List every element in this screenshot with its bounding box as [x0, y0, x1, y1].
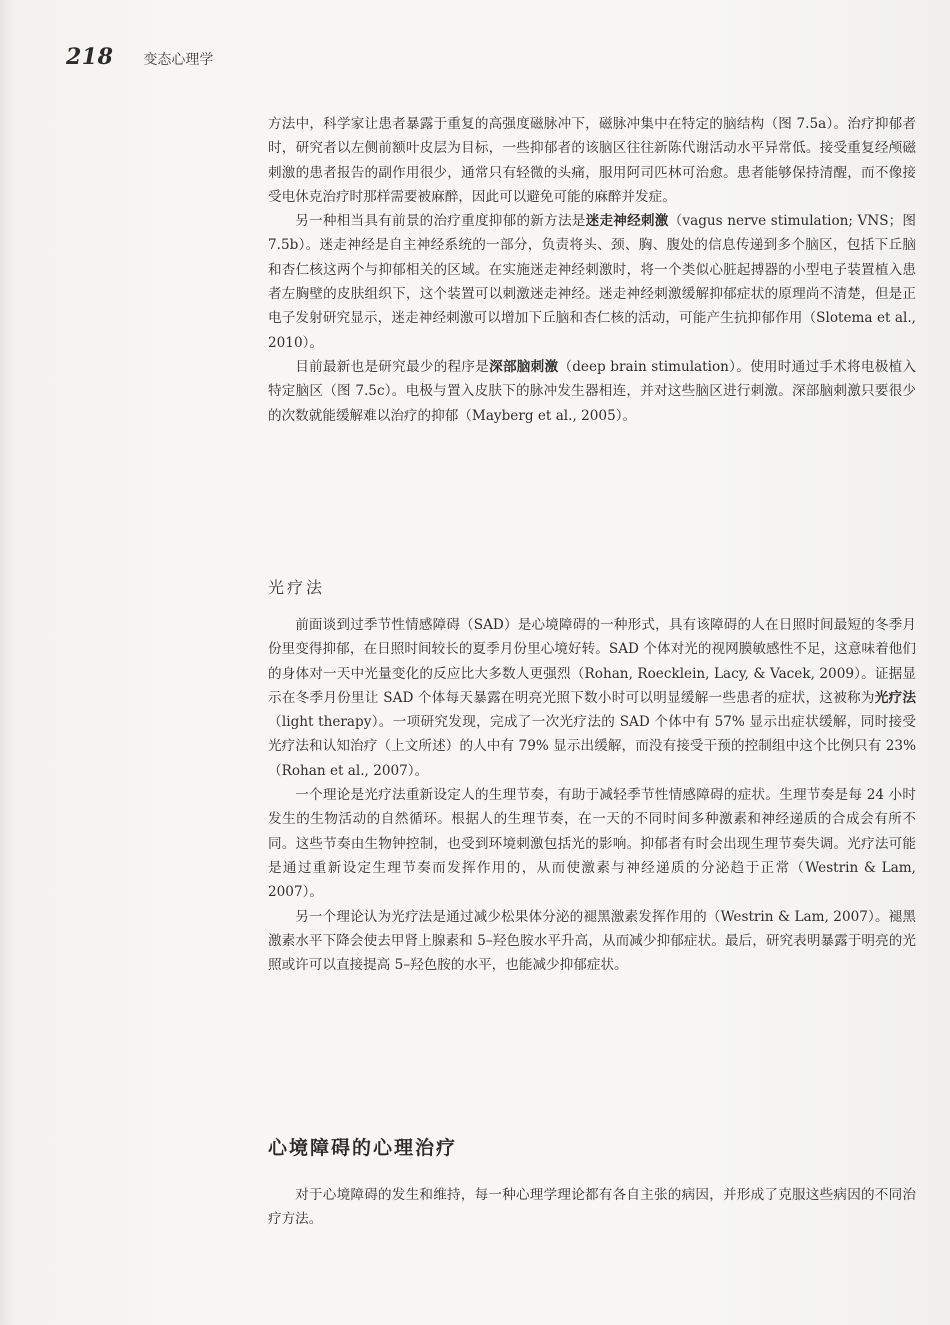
term-dbs: 深部脑刺激 — [489, 358, 559, 375]
paragraph-circadian: 一个理论是光疗法重新设定人的生理节奏，有助于减轻季节性情感障碍的症状。生理节奏是每 24 小时发生的生物活动的自然循环。根据人的生理节奏，在一天的不同时间多种激素和神经递质的合成会有所不同。这些节奏由生物钟控制，也受到环境刺激包括光的影响。抑郁者有时会出现生理节奏失调。光疗法可能是通过重新设定生理节奏而发挥作用的，从而使激素与神经递质的分泌趋于正常（Westrin & Lam, 2007）。 — [268, 787, 916, 901]
continued-section — [268, 112, 916, 428]
page-number: 218 — [66, 44, 114, 70]
paragraph-sad-body: （light therapy）。一项研究发现，完成了一次光疗法的 SAD 个体中有 57% 显示出症状缓解，同时接受光疗法和认知治疗（上文所述）的人中有 79% 显示出缓解，而没有接受干预的控制组中这个比例只有 23%（Rohan et al., 2007）。 — [268, 714, 916, 779]
paragraph-vns-body: （vagus nerve stimulation; VNS；图 7.5b）。迷走神经是自主神经系统的一部分，负责将头、颈、胸、腹处的信息传递到多个脑区，包括下丘脑和杏仁核这两个与抑郁相关的区域。在实施迷走神经刺激时，将一个类似心脏起搏器的小型电子装置植入患者左胸壁的皮肤组织下，这个装置可以刺激迷走神经。迷走神经刺激缓解抑郁症状的原理尚不清楚，但是正电子发射研究显示，迷走神经刺激可以增加下丘脑和杏仁核的活动，可能产生抗抑郁作用（Slotema et al., 2010）。 — [268, 213, 916, 351]
paragraph-rtms: 方法中，科学家让患者暴露于重复的高强度磁脉冲下，磁脉冲集中在特定的脑结构（图 7.5a）。治疗抑郁者时，研究者以左侧前额叶皮层为目标，一些抑郁者的该脑区往往新陈代谢活动水平异常低。接受重复经颅磁刺激的患者报告的副作用很少，通常只有轻微的头痛，服用阿司匹林可治愈。患者能够保持清醒，而不像接受电休克治疗时那样需要被麻醉，因此可以避免可能的麻醉并发症。 — [268, 116, 916, 205]
paragraph-sad-lead: 前面谈到过季节性情感障碍（SAD）是心境障碍的一种形式，具有该障碍的人在日照时间最短的冬季月份里变得抑郁，在日照时间较长的夏季月份里心境好转。SAD 个体对光的视网膜敏感性不足，这意味着他们的身体对一天中光量变化的反应比大多数人更强烈（Rohan, Roecklein, Lacy, & Vacek, 2009）。证据显示在冬季月份里让 SAD 个体每天暴露在明亮光照下数小时可以明显缓解一些患者的症状，这被称为 — [268, 617, 916, 706]
paragraph-dbs-body: （deep brain stimulation）。使用时通过手术将电极植入特定脑区（图 7.5c）。电极与置入皮肤下的脉冲发生器相连，并对这些脑区进行刺激。深部脑刺激只要很少的次数就能缓解难以治疗的抑郁（Mayberg et al., 2005）。 — [268, 358, 917, 424]
psychotherapy-section — [268, 1183, 916, 1232]
paragraph-vns — [268, 209, 916, 355]
term-light-therapy: 光疗法 — [874, 689, 916, 706]
paragraph-psychotherapy-intro: 对于心境障碍的发生和维持，每一种心理学理论都有各自主张的病因，并形成了克服这些病因的不同治疗方法。 — [268, 1187, 916, 1228]
paragraph-vns-lead: 另一种相当具有前景的治疗重度抑郁的新方法是 — [295, 213, 586, 230]
paragraph-melatonin: 另一个理论认为光疗法是通过减少松果体分泌的褪黑激素发挥作用的（Westrin & Lam, 2007）。褪黑激素水平下降会使去甲肾上腺素和 5–羟色胺水平升高，从而减少抑郁症状。最后，研究表明暴露于明亮的光照或许可以直接提高 5–羟色胺的水平，也能减少抑郁症状。 — [268, 908, 916, 974]
page-spine-shadow — [0, 0, 14, 1325]
running-title: 变态心理学 — [143, 52, 214, 68]
paragraph-dbs — [268, 355, 916, 428]
page-header — [66, 44, 213, 74]
light-therapy-section — [268, 613, 916, 977]
section-heading-light-therapy: 光疗法 — [268, 578, 326, 597]
paragraph-dbs-lead: 目前最新也是研究最少的程序是 — [295, 358, 490, 375]
term-vns: 迷走神经刺激 — [585, 213, 669, 230]
section-heading-psychotherapy: 心境障碍的心理治疗 — [268, 1137, 458, 1159]
paragraph-sad — [268, 613, 916, 783]
